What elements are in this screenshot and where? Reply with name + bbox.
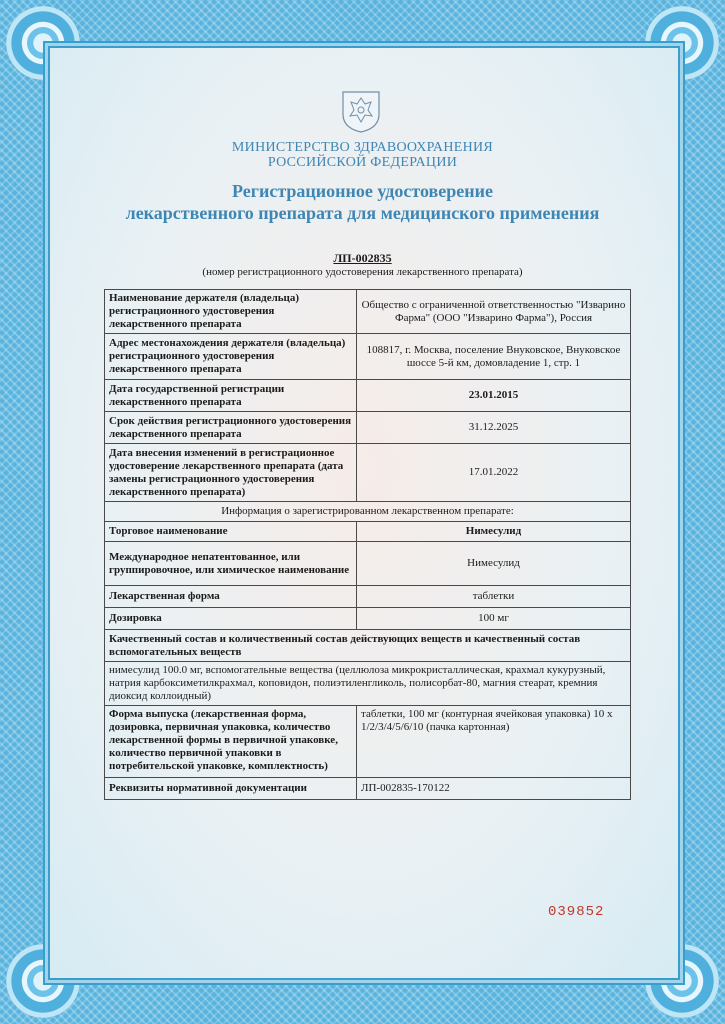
row-label: Форма выпуска (лекарственная форма, дозировка, первичная упаковка, количество лекарственной формы в первичной упаковке, количество первичной упаковки в потребительской упаковке, комплектность) [105,706,357,778]
row-label: Наименование держателя (владельца) регистрационного удостоверения лекарственного препарата [105,290,357,334]
serial-number: 039852 [548,904,605,920]
table-row [105,290,631,334]
ministry-name-line1: МИНИСТЕРСТВО ЗДРАВООХРАНЕНИЯ [231,140,494,155]
row-label: Адрес местонахождения держателя (владельца) регистрационного удостоверения лекарственного препарата [105,334,357,380]
row-value: таблетки [357,586,631,608]
row-label: Торговое наименование [105,522,357,542]
table-row [105,542,631,586]
certificate-table [104,289,631,800]
row-value: 31.12.2025 [357,412,631,444]
row-label: Дозировка [105,608,357,630]
row-label: Реквизиты нормативной документации [105,778,357,800]
row-value: ЛП-002835-170122 [357,778,631,800]
info-heading: Информация о зарегистрированном лекарственном препарате: [105,502,631,522]
table-row [105,586,631,608]
row-value: 17.01.2022 [357,444,631,502]
table-row [105,412,631,444]
row-value: Общество с ограниченной ответственностью "Изварино Фарма" (ООО "Изварино Фарма"), Россия [357,290,631,334]
row-value: Нимесулид [357,542,631,586]
row-label: Дата внесения изменений в регистрационное удостоверение лекарственного препарата (дата замены регистрационного удостоверения лекарственного препарата) [105,444,357,502]
table-row [105,630,631,662]
row-label: Дата государственной регистрации лекарственного препарата [105,380,357,412]
table-row [105,444,631,502]
row-value: Нимесулид [357,522,631,542]
table-row [105,778,631,800]
registration-number-caption: (номер регистрационного удостоверения лекарственного препарата) [202,266,523,278]
table-row [105,522,631,542]
table-row [105,662,631,706]
table-row [105,502,631,522]
row-value: 23.01.2015 [357,380,631,412]
row-value: таблетки, 100 мг (контурная ячейковая упаковка) 10 х 1/2/3/4/5/6/10 (пачка картонная) [357,706,631,778]
table-row [105,608,631,630]
document-title-line1: Регистрационное удостоверение [232,181,493,201]
document-title-line2: лекарственного препарата для медицинского применения [125,203,600,223]
row-label: Лекарственная форма [105,586,357,608]
table-row [105,334,631,380]
composition-heading: Качественный состав и количественный состав действующих веществ и качественный состав вспомогательных веществ [105,630,631,662]
coat-of-arms-emblem [339,88,383,134]
ministry-name-line2: РОССИЙСКОЙ ФЕДЕРАЦИИ [267,155,458,170]
row-label: Международное непатентованное, или группировочное, или химическое наименование [105,542,357,586]
row-value: 100 мг [357,608,631,630]
table-row [105,706,631,778]
registration-number: ЛП-002835 [333,251,392,265]
composition-text: нимесулид 100.0 мг, вспомогательные вещества (целлюлоза микрокристаллическая, крахмал кукурузный, натрия карбоксиметилкрахмал, коповидон, полиэтиленгликоль, полисорбат-80, магния стеарат, кремния диоксид коллоидный) [105,662,631,706]
row-label: Срок действия регистрационного удостоверения лекарственного препарата [105,412,357,444]
table-row [105,380,631,412]
row-value: 108817, г. Москва, поселение Внуковское, Внуковское шоссе 5-й км, домовладение 1, стр. 1 [357,334,631,380]
